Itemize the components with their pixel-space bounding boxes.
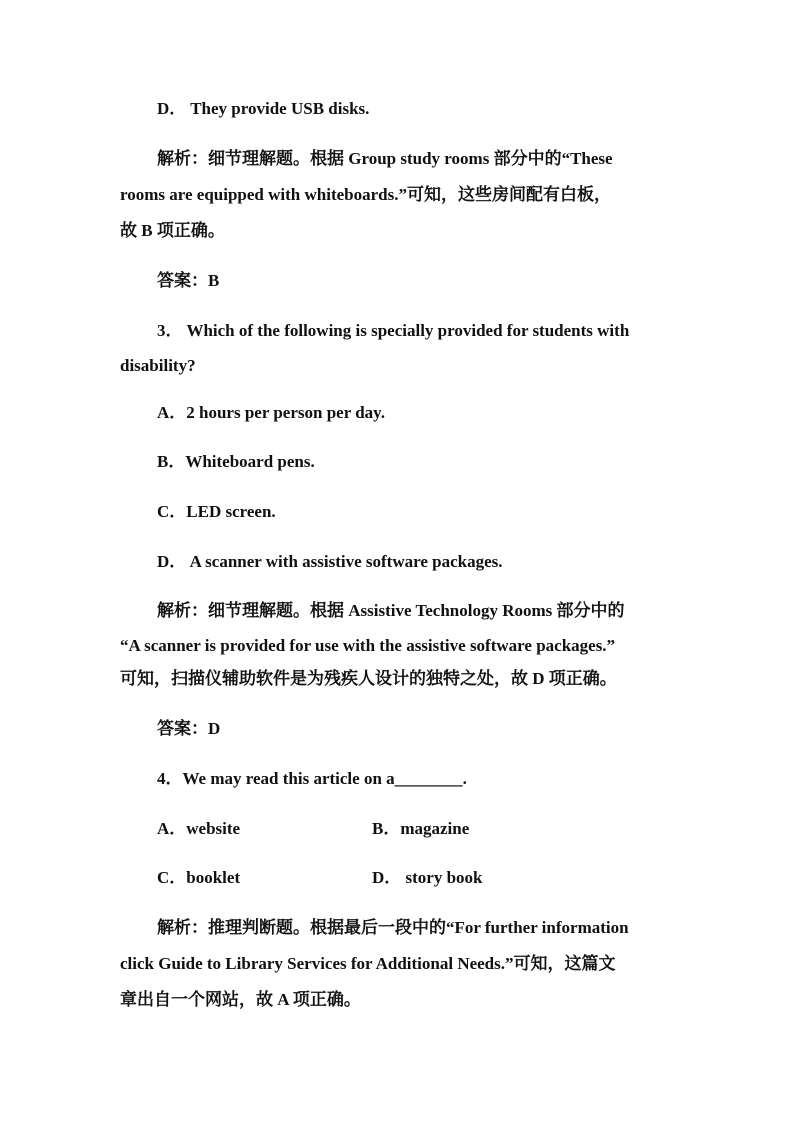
q2-analysis-line-1: 解析：细节理解题。根据 Group study rooms 部分中的“These (157, 149, 613, 168)
q4-analysis-line-2: click Guide to Library Services for Additional Needs.”可知，这篇文 (120, 954, 616, 973)
q3-analysis-line-2: “A scanner is provided for use with the assistive software packages.” (120, 636, 616, 655)
q3-option-d: D． A scanner with assistive software packages. (157, 552, 503, 571)
q3-question-line-1: 3． Which of the following is specially provided for students with (157, 321, 630, 340)
q4-analysis-line-1: 解析：推理判断题。根据最后一段中的“For further information (157, 918, 629, 937)
q4-option-d: D． story book (372, 868, 483, 887)
q2-analysis-line-3: 故 B 项正确。 (120, 221, 225, 240)
q4-option-b: B．magazine (372, 819, 470, 838)
q4-option-c: C．booklet (157, 868, 241, 887)
q4-options-row-2 (157, 867, 677, 889)
q3-question-line-2: disability? (120, 356, 196, 375)
q4-option-a: A．website (157, 819, 241, 838)
q2-answer: 答案：B (157, 271, 220, 290)
q3-answer: 答案：D (157, 719, 221, 738)
q4-question: 4．We may read this article on a________. (157, 769, 467, 788)
q3-option-b: B．Whiteboard pens. (157, 452, 315, 471)
q3-option-a: A．2 hours per person per day. (157, 403, 385, 422)
q3-option-c: C．LED screen. (157, 502, 276, 521)
q4-analysis-line-3: 章出自一个网站，故 A 项正确。 (120, 990, 361, 1009)
q4-options-row-1 (157, 818, 677, 840)
q3-analysis-line-1: 解析：细节理解题。根据 Assistive Technology Rooms 部分中的 (157, 601, 625, 620)
q3-analysis-line-3: 可知，扫描仪辅助软件是为残疾人设计的独特之处，故 D 项正确。 (120, 669, 617, 688)
q2-option-d: D． They provide USB disks. (157, 99, 370, 118)
q2-analysis-line-2: rooms are equipped with whiteboards.”可知，这些房间配有白板， (120, 185, 611, 204)
